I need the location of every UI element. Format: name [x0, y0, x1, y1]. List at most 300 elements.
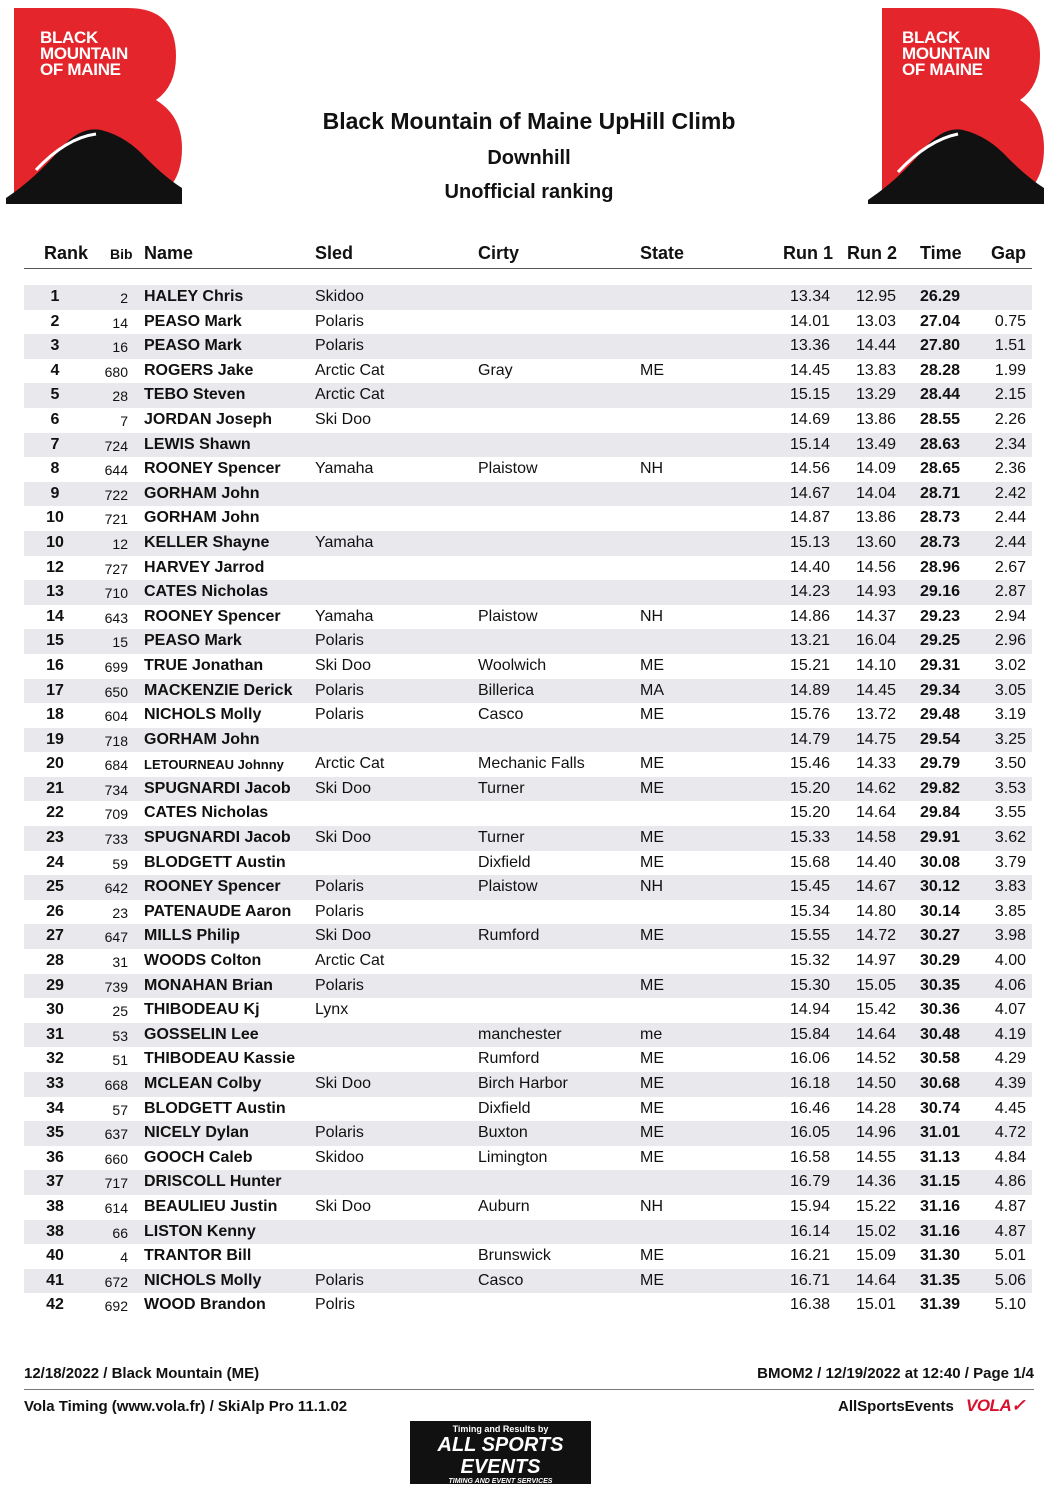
cell-time: 29.23: [919, 607, 960, 625]
cell-rank: 15: [46, 632, 64, 650]
cell-gap: 3.62: [994, 829, 1026, 847]
cell-time: 30.74: [919, 1099, 960, 1117]
cell-gap: 0.75: [994, 312, 1026, 330]
cell-time: 27.04: [919, 312, 960, 330]
cell-run1: 16.46: [789, 1099, 830, 1117]
cell-run1: 15.55: [789, 927, 830, 945]
cell-name: GORHAM John: [144, 484, 260, 502]
cell-time: 29.79: [919, 755, 960, 773]
cell-sled: Yamaha: [315, 533, 374, 551]
cell-bib: 14: [112, 314, 128, 331]
cell-rank: 25: [46, 878, 64, 896]
cell-state: NH: [640, 607, 664, 625]
cell-city: Rumford: [478, 1050, 540, 1068]
table-row: [24, 457, 1032, 482]
badge-line2: ALL SPORTS EVENTS: [437, 1434, 564, 1478]
table-row: [24, 408, 1032, 433]
cell-name: SPUGNARDI Jacob: [144, 829, 291, 847]
cell-time: 31.30: [919, 1247, 960, 1265]
cell-sled: Yamaha: [315, 460, 374, 478]
cell-rank: 7: [50, 435, 60, 453]
badge-line4: www.allsportsevents.com: [451, 1485, 550, 1494]
cell-gap: 4.45: [994, 1099, 1026, 1117]
cell-name: TEBO Steven: [144, 386, 246, 404]
cell-name: ROONEY Spencer: [144, 607, 281, 625]
cell-name: WOODS Colton: [144, 952, 262, 970]
cell-sled: Arctic Cat: [315, 952, 385, 970]
cell-name: THIBODEAU Kj: [144, 1001, 260, 1019]
cell-gap: 4.39: [994, 1075, 1026, 1092]
cell-gap: 2.15: [994, 386, 1026, 404]
cell-bib: 680: [104, 363, 128, 380]
cell-city: Plaistow: [478, 878, 538, 896]
cell-run1: 14.87: [789, 509, 830, 527]
cell-bib: 23: [112, 904, 128, 921]
col-name: Name: [144, 243, 194, 263]
cell-bib: 16: [112, 339, 128, 356]
cell-gap: 2.44: [994, 533, 1026, 551]
table-row: [24, 703, 1032, 728]
cell-time: 30.36: [919, 1001, 960, 1019]
table-row: [24, 851, 1032, 876]
table-row: [24, 359, 1032, 384]
cell-city: Rumford: [478, 927, 540, 945]
cell-bib: 2: [120, 290, 128, 306]
cell-gap: 4.06: [994, 976, 1026, 994]
cell-state: ME: [640, 1271, 664, 1289]
cell-state: ME: [640, 1124, 664, 1142]
cell-gap: 2.67: [994, 558, 1026, 576]
cell-name: ROGERS Jake: [144, 361, 254, 379]
cell-run2: 14.52: [855, 1050, 896, 1068]
cell-state: ME: [640, 1099, 664, 1117]
cell-rank: 36: [46, 1148, 64, 1166]
cell-time: 29.31: [919, 656, 960, 674]
cell-sled: Ski Doo: [315, 1197, 372, 1215]
cell-name: LEWIS Shawn: [144, 435, 251, 453]
cell-sled: Ski Doo: [315, 410, 372, 428]
cell-time: 30.08: [919, 853, 960, 871]
cell-bib: 709: [104, 806, 128, 823]
cell-sled: Polaris: [315, 337, 364, 355]
cell-rank: 20: [46, 755, 64, 773]
cell-rank: 27: [46, 927, 64, 945]
cell-run2: 13.60: [855, 533, 896, 551]
cell-gap: 1.99: [994, 361, 1026, 379]
cell-run2: 14.45: [855, 681, 896, 699]
cell-rank: 26: [46, 902, 64, 920]
cell-rank: 17: [46, 681, 64, 699]
cell-name: BLODGETT Austin: [144, 1099, 286, 1117]
table-row: [24, 728, 1032, 753]
cell-name: TRUE Jonathan: [144, 656, 264, 674]
cell-bib: 724: [104, 437, 128, 454]
cell-rank: 30: [46, 1001, 64, 1019]
cell-sled: Polaris: [315, 706, 364, 724]
cell-state: NH: [640, 878, 664, 896]
cell-time: 30.68: [919, 1075, 960, 1092]
cell-run2: 13.86: [855, 410, 896, 428]
cell-city: Turner: [478, 829, 525, 847]
cell-city: Woolwich: [478, 656, 547, 674]
cell-city: Casco: [478, 1271, 524, 1289]
logo-text-line1: BLACK: [40, 28, 98, 47]
cell-bib: 642: [104, 880, 128, 897]
col-run2: Run 2: [847, 243, 898, 263]
cell-run2: 15.09: [855, 1247, 896, 1265]
cell-time: 29.16: [919, 583, 960, 601]
cell-city: Dixfield: [478, 1099, 531, 1117]
cell-gap: 1.51: [994, 337, 1026, 355]
cell-run2: 14.36: [855, 1173, 896, 1191]
cell-rank: 35: [46, 1124, 64, 1142]
cell-bib: 12: [112, 535, 128, 552]
cell-rank: 22: [46, 804, 64, 822]
cell-run1: 14.94: [789, 1001, 830, 1019]
table-row: [24, 1293, 1032, 1318]
col-run1: Run 1: [783, 243, 834, 263]
cell-bib: 4: [120, 1249, 128, 1266]
cell-bib: 650: [104, 683, 128, 700]
cell-run1: 16.06: [789, 1050, 830, 1068]
cell-rank: 3: [50, 337, 60, 355]
table-row: [24, 949, 1032, 974]
cell-run1: 16.38: [789, 1296, 830, 1314]
cell-run2: 14.37: [855, 607, 896, 625]
cell-name: DRISCOLL Hunter: [144, 1173, 282, 1191]
cell-name: GOSSELIN Lee: [144, 1025, 259, 1043]
table-row: [24, 629, 1032, 654]
table-row: [24, 1072, 1032, 1097]
cell-sled: Arctic Cat: [315, 361, 385, 379]
cell-bib: 643: [104, 609, 128, 626]
cell-bib: 699: [104, 658, 128, 675]
cell-bib: 684: [104, 757, 128, 774]
cell-bib: 53: [112, 1027, 128, 1044]
vola-check-icon: ✓: [1011, 1396, 1025, 1415]
cell-run1: 14.23: [789, 583, 830, 601]
cell-time: 29.84: [919, 804, 960, 822]
cell-run2: 13.86: [855, 509, 896, 527]
cell-run1: 16.05: [789, 1124, 830, 1142]
cell-run2: 14.40: [855, 853, 896, 871]
cell-run1: 15.33: [789, 829, 830, 847]
cell-sled: Skidoo: [315, 1148, 364, 1166]
cell-state: ME: [640, 829, 664, 847]
cell-run1: 15.20: [789, 804, 830, 822]
cell-time: 30.29: [919, 952, 960, 970]
cell-state: ME: [640, 1050, 664, 1068]
cell-state: MA: [640, 681, 664, 699]
logo-text-line3: OF MAINE: [40, 60, 121, 79]
cell-state: ME: [640, 1247, 664, 1265]
cell-run1: 15.68: [789, 853, 830, 871]
cell-rank: 8: [50, 460, 60, 478]
cell-name: MCLEAN Colby: [144, 1075, 262, 1092]
table-row: [24, 974, 1032, 999]
cell-city: Birch Harbor: [478, 1075, 568, 1092]
all-sports-events-badge: [410, 1421, 591, 1494]
table-row: [24, 900, 1032, 925]
cell-state: ME: [640, 779, 664, 797]
cell-time: 30.27: [919, 927, 960, 945]
cell-rank: 9: [50, 484, 60, 502]
cell-time: 31.35: [919, 1271, 960, 1289]
cell-bib: 718: [104, 732, 128, 749]
cell-run1: 15.30: [789, 976, 830, 994]
table-row: [24, 531, 1032, 556]
cell-run1: 13.34: [789, 288, 830, 305]
col-gap: Gap: [991, 243, 1027, 263]
cell-city: Gray: [478, 361, 513, 379]
cell-sled: Polris: [315, 1296, 356, 1314]
cell-sled: Polaris: [315, 878, 364, 896]
cell-rank: 21: [46, 779, 64, 797]
cell-time: 28.96: [919, 558, 960, 576]
table-row: [24, 1269, 1032, 1294]
cell-run1: 15.46: [789, 755, 830, 773]
cell-time: 30.14: [919, 902, 960, 920]
table-row: [24, 826, 1032, 851]
cell-time: 31.39: [919, 1296, 960, 1314]
table-row: [24, 1170, 1032, 1195]
cell-state: NH: [640, 1197, 664, 1215]
cell-run2: 14.96: [855, 1124, 896, 1142]
cell-sled: Arctic Cat: [315, 755, 385, 773]
cell-state: ME: [640, 976, 664, 994]
cell-time: 31.16: [919, 1222, 960, 1240]
cell-run2: 15.02: [855, 1222, 896, 1240]
cell-name: MACKENZIE Derick: [144, 681, 293, 699]
cell-rank: 42: [46, 1296, 64, 1314]
cell-state: ME: [640, 706, 664, 724]
cell-sled: Ski Doo: [315, 779, 372, 797]
cell-run1: 14.45: [789, 361, 830, 379]
cell-rank: 18: [46, 706, 64, 724]
cell-name: NICHOLS Molly: [144, 706, 262, 724]
cell-rank: 41: [46, 1271, 64, 1289]
cell-run2: 14.50: [855, 1075, 896, 1092]
cell-rank: 12: [46, 558, 64, 576]
cell-run2: 13.29: [855, 386, 896, 404]
cell-state: ME: [640, 361, 664, 379]
table-row: [24, 1121, 1032, 1146]
table-row: [24, 1195, 1032, 1220]
cell-bib: 59: [112, 855, 128, 872]
cell-run2: 13.83: [855, 361, 896, 379]
table-row: [24, 334, 1032, 359]
table-row: [24, 506, 1032, 531]
cell-time: 29.48: [919, 706, 960, 724]
cell-state: ME: [640, 755, 664, 773]
cell-state: ME: [640, 927, 664, 945]
cell-rank: 37: [46, 1173, 64, 1191]
cell-run1: 14.56: [789, 460, 830, 478]
cell-sled: Ski Doo: [315, 656, 372, 674]
cell-run1: 14.79: [789, 730, 830, 748]
cell-name: PEASO Mark: [144, 337, 242, 355]
cell-name: GORHAM John: [144, 509, 260, 527]
cell-bib: 28: [112, 388, 128, 405]
cell-run1: 14.40: [789, 558, 830, 576]
cell-bib: 637: [104, 1126, 128, 1143]
cell-gap: 2.36: [994, 460, 1026, 478]
cell-rank: 14: [46, 607, 64, 625]
cell-time: 29.34: [919, 681, 960, 699]
cell-time: 31.13: [919, 1148, 960, 1166]
cell-run1: 14.01: [789, 312, 830, 330]
cell-run1: 16.14: [789, 1222, 830, 1240]
cell-time: 28.65: [919, 460, 960, 478]
cell-bib: 7: [120, 412, 128, 429]
cell-bib: 727: [104, 560, 128, 577]
cell-bib: 717: [104, 1175, 128, 1192]
logo-text-line2: MOUNTAIN: [902, 44, 990, 63]
cell-time: 27.80: [919, 337, 960, 355]
badge-line1: Timing and Results by: [452, 1424, 549, 1434]
cell-rank: 29: [46, 976, 64, 994]
cell-run1: 15.45: [789, 878, 830, 896]
cell-run2: 15.42: [855, 1001, 896, 1019]
table-row: [24, 801, 1032, 826]
cell-time: 31.01: [919, 1124, 960, 1142]
cell-time: 29.91: [919, 829, 960, 847]
cell-name: WOOD Brandon: [144, 1296, 266, 1314]
cell-gap: 3.02: [994, 656, 1026, 674]
cell-city: Mechanic Falls: [478, 755, 585, 773]
table-row: [24, 482, 1032, 507]
table-row: [24, 1220, 1032, 1245]
cell-gap: 4.87: [994, 1222, 1026, 1240]
page-title: Black Mountain of Maine UpHill Climb: [322, 108, 736, 134]
footer-timing-credit: Vola Timing (www.vola.fr) / SkiAlp Pro 11.1.02: [24, 1398, 348, 1415]
table-row: [24, 383, 1032, 408]
cell-rank: 31: [46, 1025, 64, 1043]
cell-time: 30.48: [919, 1025, 960, 1043]
cell-run1: 14.69: [789, 410, 830, 428]
cell-city: manchester: [478, 1025, 562, 1043]
cell-name: BLODGETT Austin: [144, 853, 286, 871]
cell-name: ROONEY Spencer: [144, 878, 281, 896]
cell-gap: 3.55: [994, 804, 1026, 822]
cell-sled: Ski Doo: [315, 829, 372, 847]
cell-state: ME: [640, 1075, 664, 1092]
cell-rank: 19: [46, 730, 64, 748]
cell-state: ME: [640, 656, 664, 674]
cell-sled: Lynx: [315, 1001, 349, 1019]
table-row: [24, 285, 1032, 310]
cell-run2: 14.67: [855, 878, 896, 896]
cell-rank: 2: [50, 312, 60, 330]
cell-bib: 31: [112, 954, 128, 971]
cell-bib: 722: [104, 486, 128, 503]
cell-run1: 15.13: [789, 533, 830, 551]
cell-bib: 57: [112, 1101, 128, 1118]
cell-gap: 2.94: [994, 607, 1026, 625]
cell-run2: 14.28: [855, 1099, 896, 1117]
cell-state: ME: [640, 853, 664, 871]
cell-gap: 4.86: [994, 1173, 1026, 1191]
col-bib: Bib: [110, 246, 133, 262]
cell-bib: 15: [112, 634, 128, 651]
cell-name: CATES Nicholas: [144, 583, 269, 601]
cell-run1: 15.94: [789, 1197, 830, 1215]
cell-run1: 15.34: [789, 902, 830, 920]
cell-rank: 38: [46, 1197, 64, 1215]
cell-time: 28.71: [919, 484, 960, 502]
cell-run2: 12.95: [855, 288, 896, 305]
cell-sled: Polaris: [315, 1124, 364, 1142]
cell-gap: 5.06: [994, 1271, 1026, 1289]
cell-name: THIBODEAU Kassie: [144, 1050, 296, 1068]
cell-gap: 3.05: [994, 681, 1026, 699]
cell-city: Limington: [478, 1148, 548, 1166]
cell-state: ME: [640, 1148, 664, 1166]
cell-name: PATENAUDE Aaron: [144, 902, 292, 920]
table-row: [24, 1146, 1032, 1171]
cell-name: MILLS Philip: [144, 927, 240, 945]
cell-run1: 16.21: [789, 1247, 830, 1265]
cell-sled: Ski Doo: [315, 1075, 372, 1092]
cell-bib: 644: [104, 462, 128, 479]
cell-run1: 15.15: [789, 386, 830, 404]
cell-run1: 15.20: [789, 779, 830, 797]
cell-run2: 14.58: [855, 829, 896, 847]
ranking-status: Unofficial ranking: [444, 181, 614, 203]
cell-city: Plaistow: [478, 607, 538, 625]
cell-state: me: [640, 1025, 663, 1043]
cell-run1: 14.89: [789, 681, 830, 699]
cell-bib: 66: [112, 1224, 128, 1241]
table-row: [24, 752, 1032, 777]
cell-city: Turner: [478, 779, 525, 797]
cell-name: ROONEY Spencer: [144, 460, 281, 478]
cell-name: KELLER Shayne: [144, 533, 270, 551]
logo-text-line3: OF MAINE: [902, 60, 983, 79]
cell-rank: 10: [46, 509, 64, 527]
cell-time: 28.44: [919, 386, 960, 404]
cell-rank: 34: [46, 1099, 64, 1117]
cell-bib: 668: [104, 1077, 128, 1093]
cell-run2: 15.22: [855, 1197, 896, 1215]
results-table: [24, 285, 1032, 1318]
vola-logo-text: VOLA: [966, 1396, 1012, 1415]
cell-run2: 14.75: [855, 730, 896, 748]
cell-run2: 13.72: [855, 706, 896, 724]
table-row: [24, 998, 1032, 1023]
cell-name: PEASO Mark: [144, 632, 242, 650]
table-row: [24, 310, 1032, 335]
cell-gap: 3.85: [994, 902, 1026, 920]
cell-sled: Polaris: [315, 976, 364, 994]
header-divider: [24, 268, 1032, 269]
cell-gap: 3.50: [994, 755, 1026, 773]
cell-gap: 2.96: [994, 632, 1026, 650]
cell-rank: 33: [46, 1075, 64, 1092]
table-row: [24, 1023, 1032, 1048]
cell-run1: 14.86: [789, 607, 830, 625]
cell-run1: 15.84: [789, 1025, 830, 1043]
cell-rank: 28: [46, 952, 64, 970]
cell-gap: 2.42: [994, 484, 1026, 502]
col-state: State: [640, 243, 685, 263]
cell-name: CATES Nicholas: [144, 804, 269, 822]
cell-bib: 614: [104, 1199, 128, 1216]
footer-page-info: BMOM2 / 12/19/2022 at 12:40 / Page 1/4: [757, 1365, 1034, 1382]
table-row: [24, 605, 1032, 630]
cell-bib: 672: [104, 1273, 128, 1290]
cell-run2: 14.44: [855, 337, 896, 355]
